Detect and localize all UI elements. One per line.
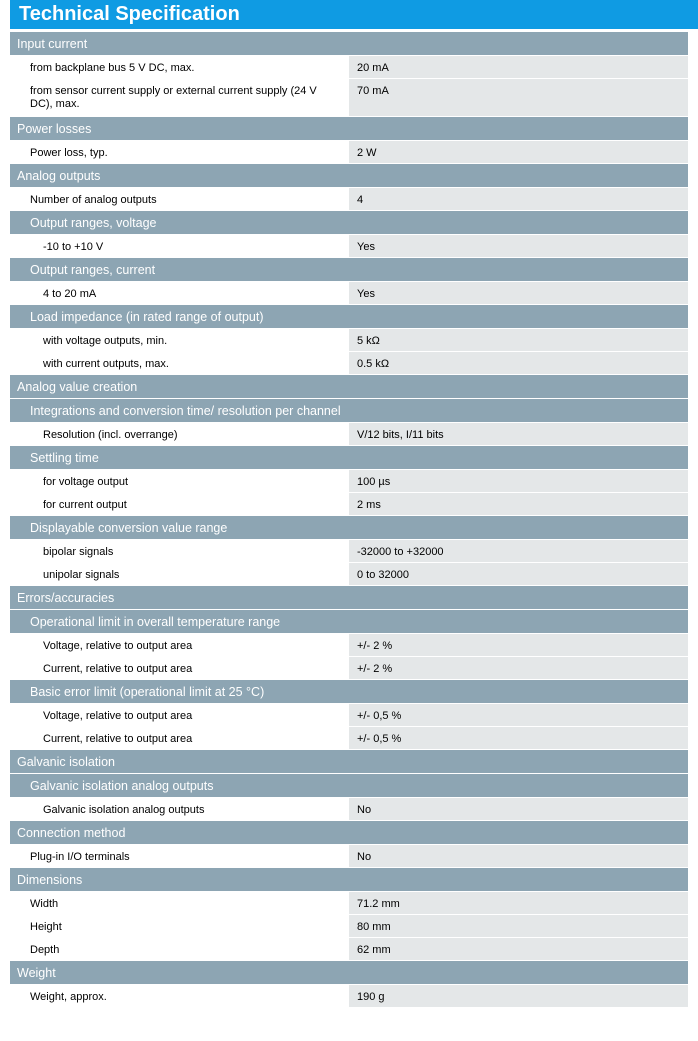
spec-label: for current output — [10, 493, 349, 515]
spec-row — [10, 79, 688, 117]
section-title: Load impedance (in rated range of output) — [30, 309, 264, 324]
section-header — [10, 586, 688, 610]
spec-table — [10, 32, 688, 1008]
spec-label: Current, relative to output area — [10, 657, 349, 679]
spec-value: No — [349, 798, 688, 820]
page-title: Technical Specification — [10, 0, 698, 29]
spec-label: 4 to 20 mA — [10, 282, 349, 304]
section-title: Basic error limit (operational limit at 25 °C) — [30, 684, 265, 699]
spec-label: bipolar signals — [10, 540, 349, 562]
section-header — [10, 164, 688, 188]
spec-label: Number of analog outputs — [10, 188, 349, 210]
spec-row — [10, 352, 688, 375]
spec-value: 71.2 mm — [349, 892, 688, 914]
spec-value: +/- 2 % — [349, 634, 688, 656]
section-title: Settling time — [30, 450, 99, 465]
section-title: Power losses — [17, 121, 92, 136]
spec-label: -10 to +10 V — [10, 235, 349, 257]
spec-value: 100 µs — [349, 470, 688, 492]
section-header — [10, 32, 688, 56]
spec-label: Current, relative to output area — [10, 727, 349, 749]
spec-value: Yes — [349, 282, 688, 304]
spec-value: 0.5 kΩ — [349, 352, 688, 374]
spec-label: Height — [10, 915, 349, 937]
spec-row — [10, 985, 688, 1008]
subsection-header — [10, 446, 688, 470]
spec-value: No — [349, 845, 688, 867]
spec-row — [10, 657, 688, 680]
spec-value: 4 — [349, 188, 688, 210]
section-title: Galvanic isolation — [17, 754, 115, 769]
spec-row — [10, 423, 688, 446]
spec-value: 5 kΩ — [349, 329, 688, 351]
spec-label: Power loss, typ. — [10, 141, 349, 163]
spec-label: Weight, approx. — [10, 985, 349, 1007]
spec-row — [10, 704, 688, 727]
section-header — [10, 868, 688, 892]
section-title: Dimensions — [17, 872, 83, 887]
section-header — [10, 961, 688, 985]
spec-label: Width — [10, 892, 349, 914]
spec-value: 80 mm — [349, 915, 688, 937]
section-header — [10, 750, 688, 774]
spec-label: Depth — [10, 938, 349, 960]
spec-value: 190 g — [349, 985, 688, 1007]
spec-value: -32000 to +32000 — [349, 540, 688, 562]
section-title: Output ranges, current — [30, 262, 156, 277]
section-title: Connection method — [17, 825, 126, 840]
spec-label: unipolar signals — [10, 563, 349, 585]
spec-row — [10, 563, 688, 586]
spec-label: Voltage, relative to output area — [10, 704, 349, 726]
spec-row — [10, 282, 688, 305]
spec-row — [10, 798, 688, 821]
section-title: Integrations and conversion time/ resolution per channel — [30, 403, 341, 418]
section-title: Displayable conversion value range — [30, 520, 228, 535]
spec-value: 2 ms — [349, 493, 688, 515]
spec-label: Galvanic isolation analog outputs — [10, 798, 349, 820]
section-title: Galvanic isolation analog outputs — [30, 778, 214, 793]
spec-label: for voltage output — [10, 470, 349, 492]
spec-value: Yes — [349, 235, 688, 257]
spec-row — [10, 188, 688, 211]
spec-row — [10, 727, 688, 750]
subsection-header — [10, 774, 688, 798]
spec-label: from backplane bus 5 V DC, max. — [10, 56, 349, 78]
spec-row — [10, 235, 688, 258]
spec-label: Resolution (incl. overrange) — [10, 423, 349, 445]
spec-row — [10, 141, 688, 164]
section-title: Output ranges, voltage — [30, 215, 157, 230]
subsection-header — [10, 305, 688, 329]
section-title: Errors/accuracies — [17, 590, 115, 605]
subsection-header — [10, 516, 688, 540]
spec-label: Voltage, relative to output area — [10, 634, 349, 656]
section-title: Analog outputs — [17, 168, 101, 183]
spec-value: +/- 2 % — [349, 657, 688, 679]
spec-label: with voltage outputs, min. — [10, 329, 349, 351]
spec-row — [10, 329, 688, 352]
section-header — [10, 821, 688, 845]
spec-row — [10, 470, 688, 493]
spec-row — [10, 493, 688, 516]
subsection-header — [10, 258, 688, 282]
section-header — [10, 117, 688, 141]
subsection-header — [10, 610, 688, 634]
spec-value: +/- 0,5 % — [349, 704, 688, 726]
spec-value: 0 to 32000 — [349, 563, 688, 585]
spec-value: 70 mA — [349, 79, 688, 116]
subsection-header — [10, 211, 688, 235]
spec-value: 20 mA — [349, 56, 688, 78]
subsection-header — [10, 399, 688, 423]
spec-row — [10, 938, 688, 961]
subsection-header — [10, 680, 688, 704]
section-header — [10, 375, 688, 399]
spec-row — [10, 892, 688, 915]
spec-row — [10, 845, 688, 868]
spec-value: 2 W — [349, 141, 688, 163]
spec-row — [10, 634, 688, 657]
section-title: Analog value creation — [17, 379, 138, 394]
spec-value: V/12 bits, I/11 bits — [349, 423, 688, 445]
spec-row — [10, 915, 688, 938]
spec-value: 62 mm — [349, 938, 688, 960]
spec-label: from sensor current supply or external current supply (24 V DC), max. — [10, 79, 349, 116]
section-title: Weight — [17, 965, 56, 980]
spec-row — [10, 56, 688, 79]
spec-row — [10, 540, 688, 563]
spec-value: +/- 0,5 % — [349, 727, 688, 749]
spec-label: Plug-in I/O terminals — [10, 845, 349, 867]
section-title: Operational limit in overall temperature range — [30, 614, 281, 629]
spec-label: with current outputs, max. — [10, 352, 349, 374]
section-title: Input current — [17, 36, 88, 51]
